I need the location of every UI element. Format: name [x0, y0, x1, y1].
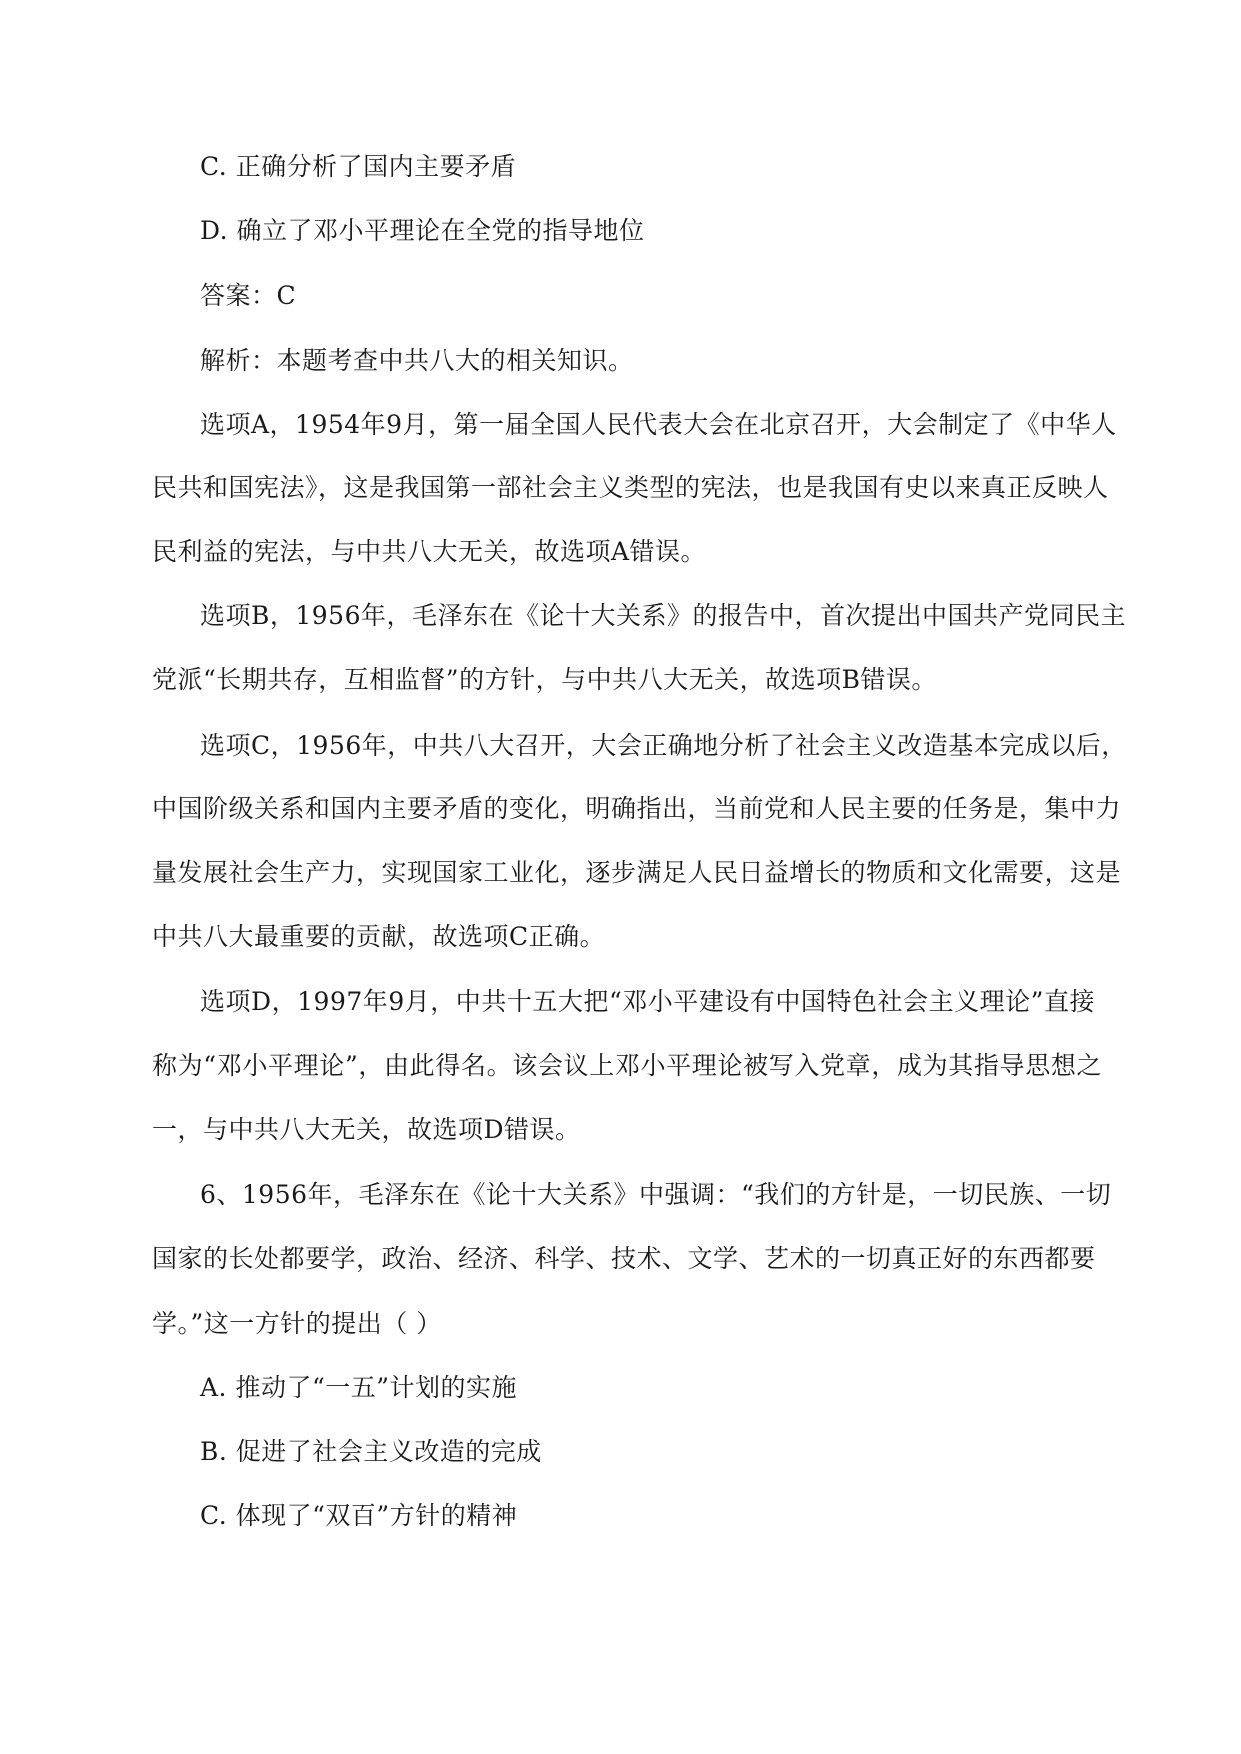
explain-b-line-2: 党派“长期共存，互相监督”的方针，与中共八大无关，故选项B错误。	[152, 665, 937, 694]
question-6-option-b: B. 促进了社会主义改造的完成	[200, 1437, 542, 1466]
explain-c-line-2: 中国阶级关系和国内主要矛盾的变化，明确指出，当前党和人民主要的任务是，集中力	[152, 794, 1122, 823]
explain-d-line-2: 称为“邓小平理论”，由此得名。该会议上邓小平理论被写入党章，成为其指导思想之	[152, 1051, 1102, 1080]
explain-a-line-3: 民利益的宪法，与中共八大无关，故选项A错误。	[152, 537, 707, 566]
question-6-option-c: C. 体现了“双百”方针的精神	[200, 1501, 518, 1530]
explain-b-line-1: 选项B，1956年，毛泽东在《论十大关系》的报告中，首次提出中国共产党同民主	[200, 601, 1126, 630]
answer-line: 答案：C	[200, 281, 297, 310]
question-6-line-1: 6、1956年，毛泽东在《论十大关系》中强调：“我们的方针是，一切民族、一切	[200, 1180, 1112, 1209]
analysis-line: 解析：本题考查中共八大的相关知识。	[200, 346, 634, 375]
explain-c-line-4: 中共八大最重要的贡献，故选项C正确。	[152, 922, 606, 951]
question-6-line-2: 国家的长处都要学，政治、经济、科学、技术、文学、艺术的一切真正好的东西都要	[152, 1244, 1096, 1273]
explain-c-line-1: 选项C，1956年，中共八大召开，大会正确地分析了社会主义改造基本完成以后，	[200, 731, 1127, 760]
explain-a-line-1: 选项A，1954年9月，第一届全国人民代表大会在北京召开，大会制定了《中华人	[200, 410, 1117, 439]
explain-d-line-1: 选项D，1997年9月，中共十五大把“邓小平建设有中国特色社会主义理论”直接	[200, 987, 1095, 1016]
explain-a-line-2: 民共和国宪法》，这是我国第一部社会主义类型的宪法，也是我国有史以来真正反映人	[152, 473, 1109, 502]
option-d-prev: D. 确立了邓小平理论在全党的指导地位	[200, 216, 645, 245]
explain-c-line-3: 量发展社会生产力，实现国家工业化，逐步满足人民日益增长的物质和文化需要，这是	[152, 858, 1122, 887]
explain-d-line-3: 一，与中共八大无关，故选项D错误。	[152, 1115, 581, 1144]
question-6-option-a: A. 推动了“一五”计划的实施	[200, 1373, 518, 1402]
question-6-line-3: 学。”这一方针的提出（ ）	[152, 1309, 442, 1338]
option-c-prev: C. 正确分析了国内主要矛盾	[200, 152, 517, 181]
